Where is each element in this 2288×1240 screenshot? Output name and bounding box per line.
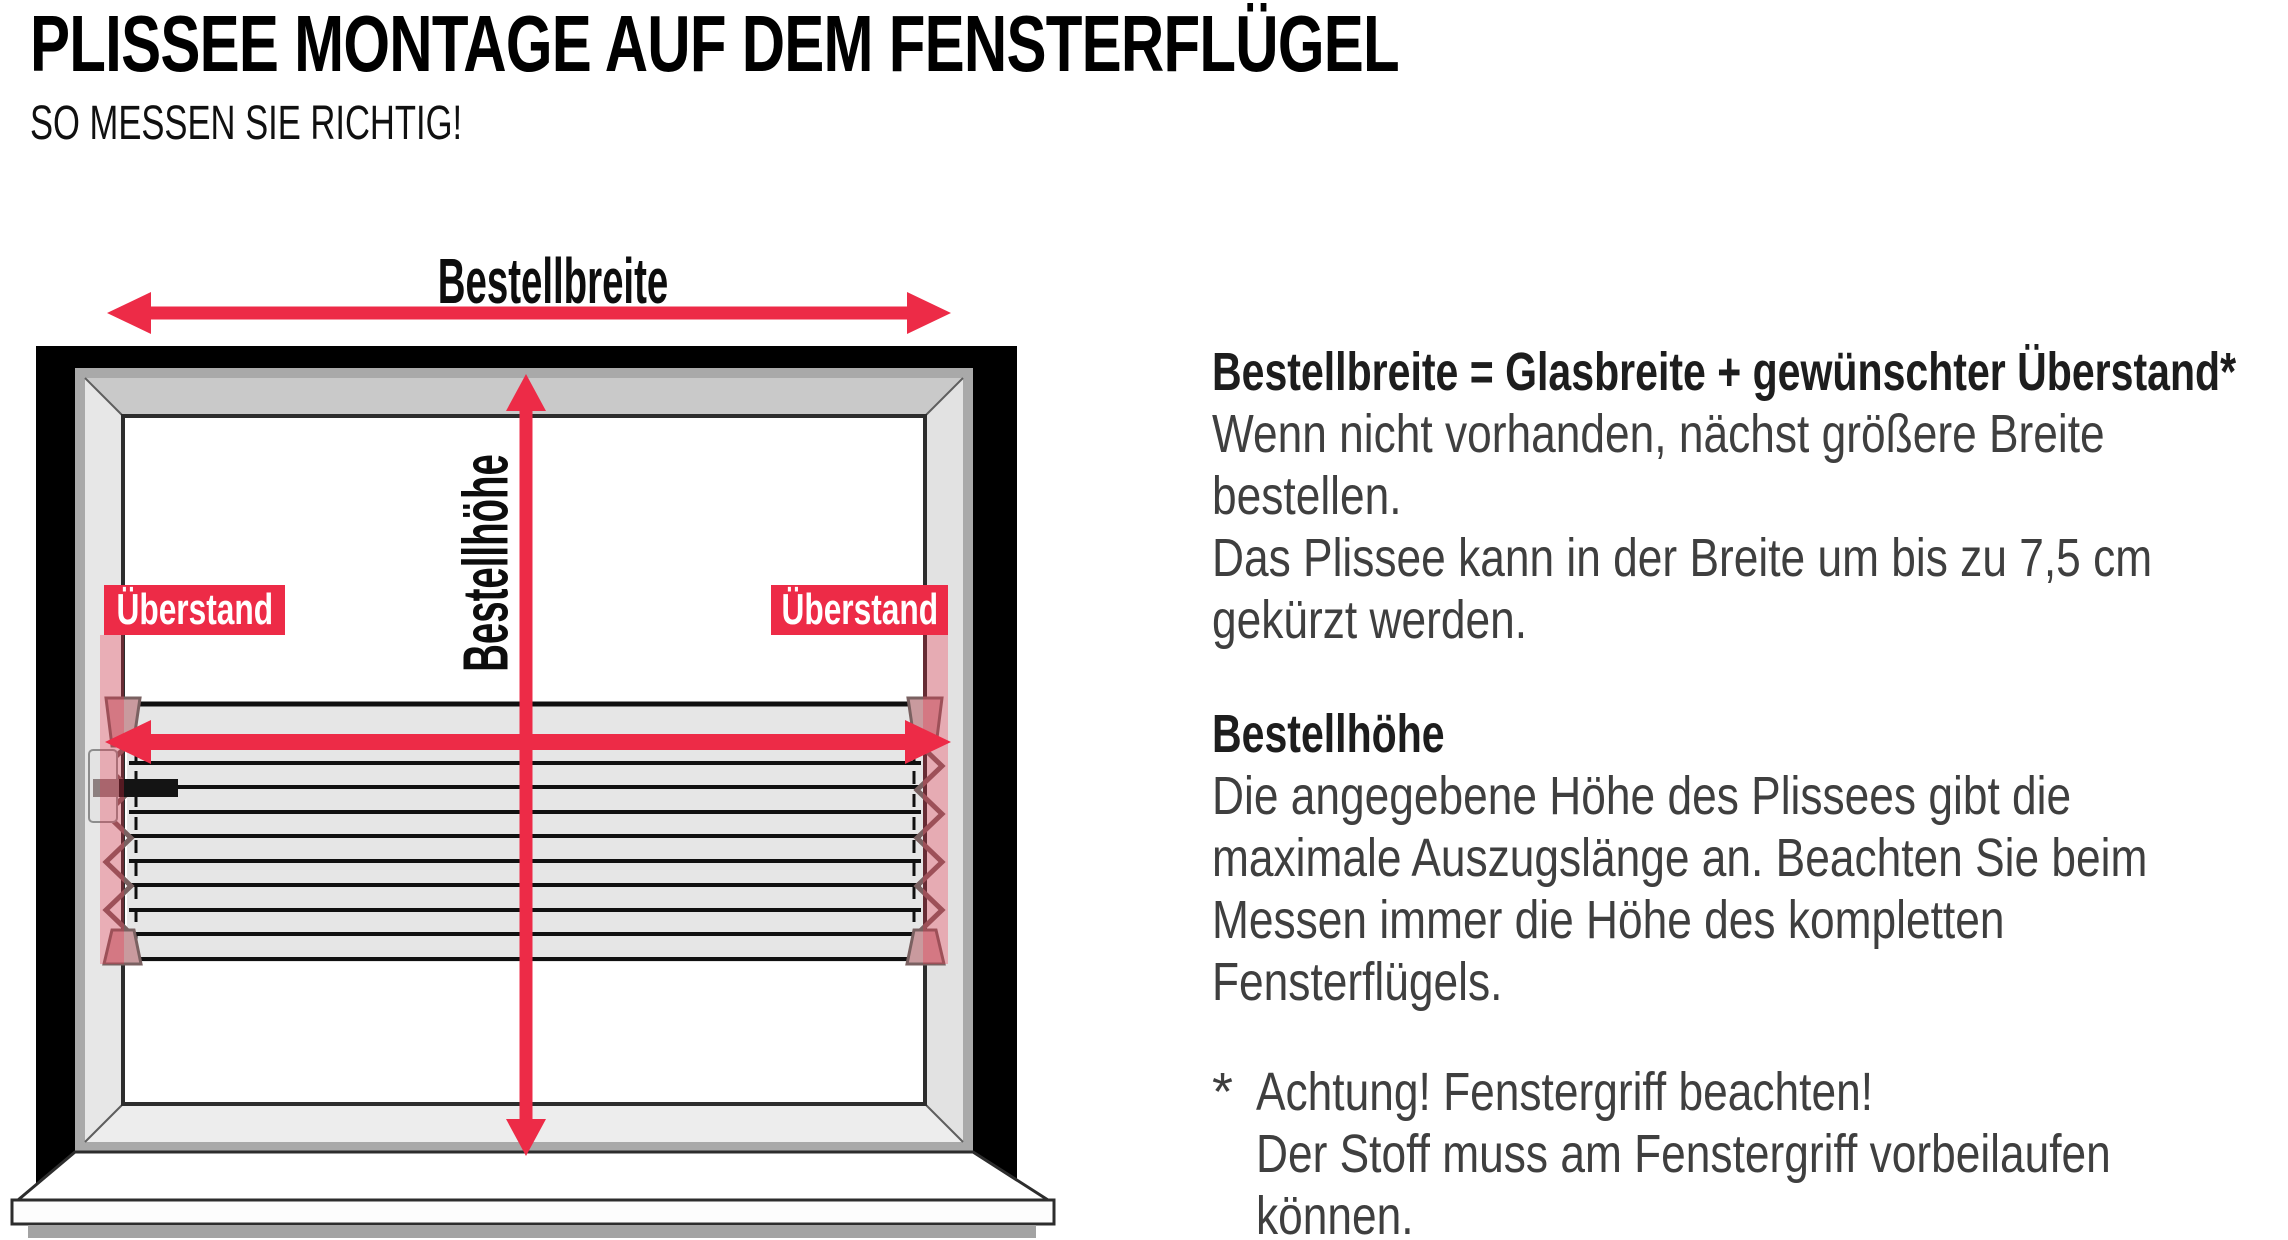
order-height-info — [1212, 703, 2288, 1013]
info-line: Messen immer die Höhe des kompletten — [1212, 890, 2005, 950]
order-width-info — [1212, 341, 2288, 651]
order-width-heading: Bestellbreite = Glasbreite + gewünschter Überstand* — [1212, 342, 2237, 402]
height-dimension-label: Bestellhöhe — [449, 454, 521, 672]
info-line: Das Plissee kann in der Breite um bis zu 7,5 cm — [1212, 528, 2153, 588]
width-dimension-label: Bestellbreite — [437, 245, 669, 317]
overhang-tag-right: Überstand — [771, 585, 948, 635]
info-line: maximale Auszugslänge an. Beachten Sie beim — [1212, 828, 2148, 888]
footnote-asterisk: * — [1212, 1062, 1234, 1122]
info-line: Wenn nicht vorhanden, nächst größere Breite — [1212, 404, 2105, 464]
footnote-line: können. — [1256, 1186, 1414, 1240]
window-measurement-diagram — [0, 0, 1100, 1240]
info-line: Fensterflügels. — [1212, 952, 1503, 1012]
footnote-line: Der Stoff muss am Fenstergriff vorbeilaufen — [1256, 1124, 2111, 1184]
overhang-tag-left: Überstand — [104, 585, 285, 635]
order-height-heading: Bestellhöhe — [1212, 704, 1445, 764]
handle-footnote — [1212, 1061, 2288, 1240]
info-line: Die angegebene Höhe des Plissees gibt die — [1212, 766, 2072, 826]
window-sill — [12, 1152, 1054, 1238]
info-line: gekürzt werden. — [1212, 590, 1528, 650]
info-line: bestellen. — [1212, 466, 1402, 526]
footnote-line: Achtung! Fenstergriff beachten! — [1256, 1062, 1874, 1122]
page-subtitle: SO MESSEN SIE RICHTIG! — [30, 97, 463, 150]
page-title: PLISSEE MONTAGE AUF DEM FENSTERFLÜGEL — [30, 0, 1399, 88]
